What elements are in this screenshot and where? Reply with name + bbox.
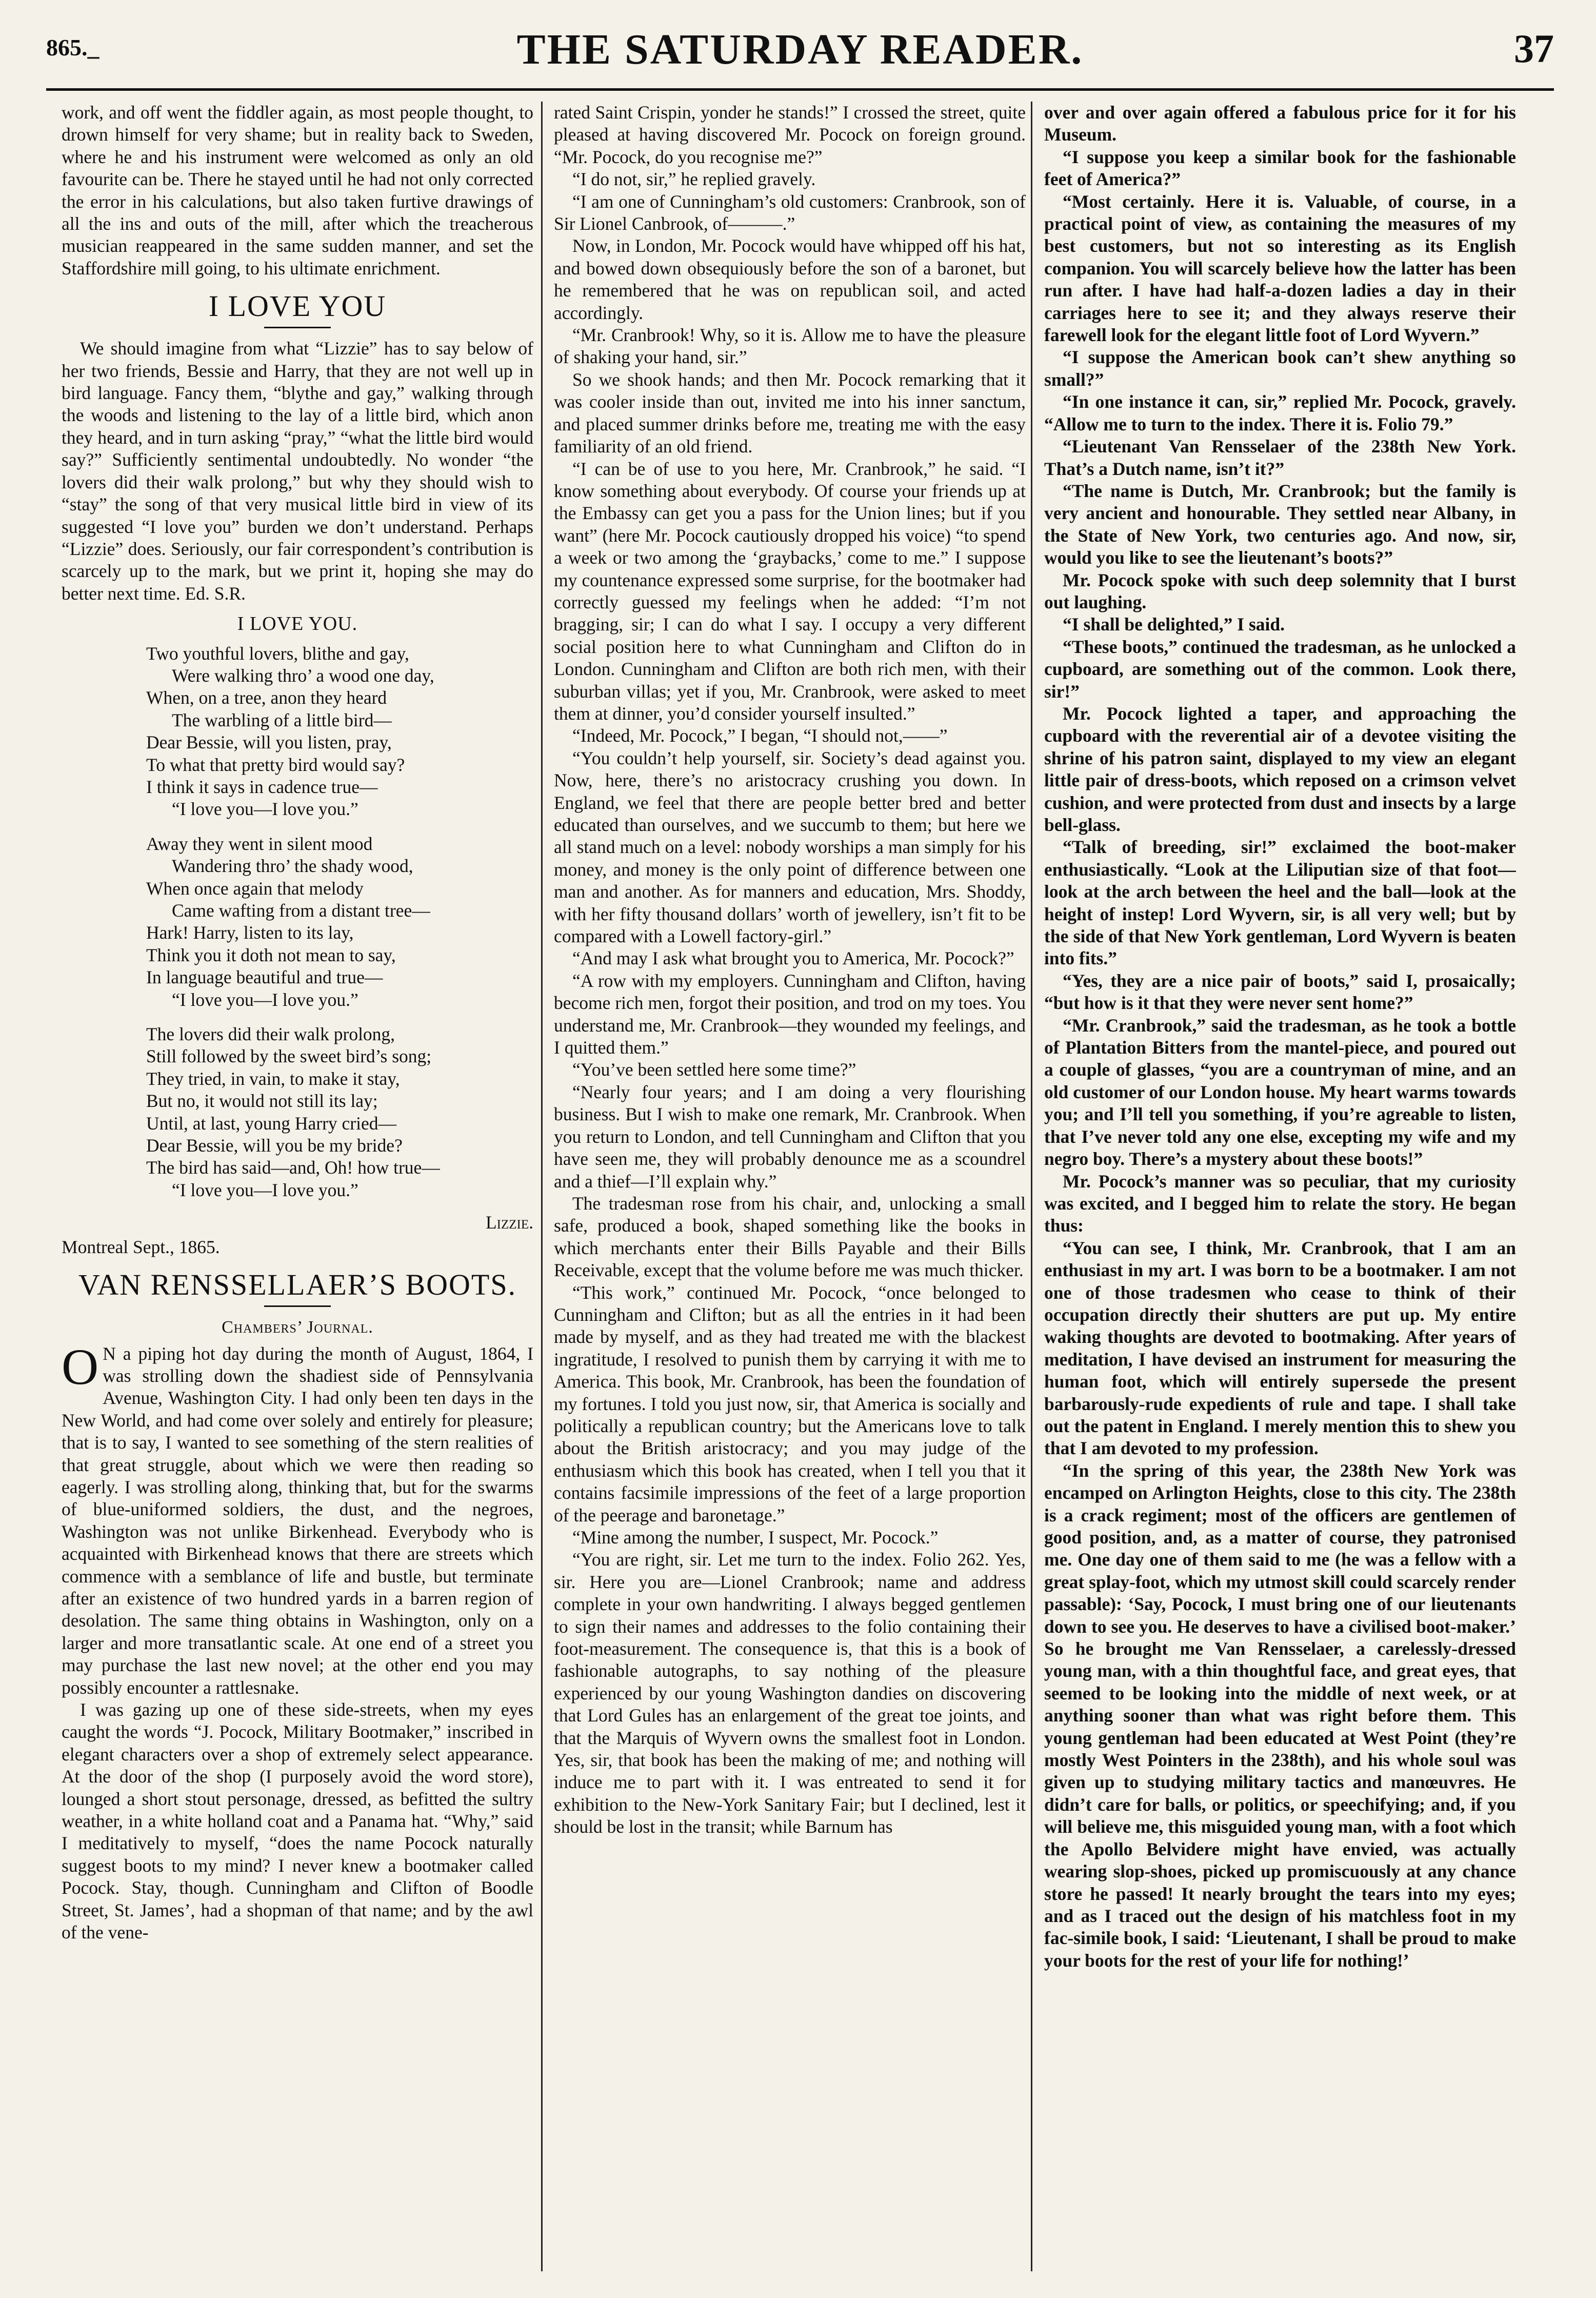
paragraph: “Mr. Cranbrook! Why, so it is. Allow me to have the pleasure of shaking your hand, sir.”: [554, 325, 1026, 368]
paragraph: “You can see, I think, Mr. Cranbrook, that I am an enthusiast in my art. I was born to be a bootmaker. I am not one of those tradesmen who cease to think of their occupation directly their shutters are put up. My entire waking thoughts are devoted to bootmaking. After years of meditation, I have devised an instrument for measuring the human foot, which will entirely supersede the present barbarously-rude expedients of rule and tape. I shall take out the patent in England. I merely mention this to shew you that I am devoted to my profession.: [1044, 1237, 1516, 1459]
paragraph-text: N a piping hot day during the month of August, 1864, I was strolling down the shadiest side of Pennsylvania Avenue, Washington City. I had only been ten days in the New World, and had come over solely and entirely for pleasure; that is to say, I wanted to see something of the stern realities of that great struggle, about which we were then reading so eagerly. I was strolling along, thinking that, but for the swarms of blue-uniformed soldiers, the dust, and the negroes, Washington was not unlike Birkenhead. Everybody who is acquainted with Birkenhead knows that there are streets which commence with a semblance of life and bustle, but terminate after an existence of two hundred yards in a barren region of desolation. The same thing obtains in Washington, only on a larger and more transatlantic scale. At one end of a street you may purchase the last new novel; at the other end you may possibly encounter a rattlesnake.: [62, 1343, 533, 1698]
poem-title: I LOVE YOU.: [237, 613, 358, 635]
masthead-rule: [46, 88, 1554, 91]
poem-line: “I love you—I love you.”: [172, 799, 358, 820]
paragraph: “I shall be delighted,” I said.: [1063, 614, 1285, 635]
paragraph: “In one instance it can, sir,” replied Mr. Pocock, gravely. “Allow me to turn to the index. There it is. Folio 79.”: [1044, 391, 1516, 434]
poem-line: I think it says in cadence true—: [146, 776, 378, 797]
paragraph: So we shook hands; and then Mr. Pocock remarking that it was cooler inside than out, invited me into his inner sanctum, and placed summer drinks before me, treating me with the easy familiarity of an old friend.: [554, 369, 1026, 457]
poem-line: Came wafting from a distant tree—: [172, 900, 430, 921]
paragraph: “Yes, they are a nice pair of boots,” said I, prosaically; “but how is it that they were never sent home?”: [1044, 970, 1516, 1014]
paragraph: Mr. Pocock’s manner was so peculiar, that my curiosity was excited, and I begged him to relate the story. He began thus:: [1044, 1171, 1516, 1236]
paragraph: “I do not, sir,” he replied gravely.: [572, 169, 816, 190]
editor-note: We should imagine from what “Lizzie” has to say below of her two friends, Bessie and Harry, that they are not well up in bird language. Fancy them, “blythe and gay,” walking through the woods and listening to the lay of a little bird, which anon they heard, and in turn asking “pray,” “what the little bird would say?” Sufficiently sentimental undoubtedly. No wonder “the lovers did their walk prolong,” but why they should wish to “stay” the song of that very musical little bird in view of its suggested “I love you” burden we don’t understand. Perhaps “Lizzie” does. Seriously, our fair correspondent’s contribution is scarcely up to the mark, but we print it, hoping she may do better next time. Ed. S.R.: [62, 338, 533, 604]
paragraph: “The name is Dutch, Mr. Cranbrook; but the family is very ancient and honourable. They settled near Albany, in the State of New York, two centuries ago. And now, sir, would you like to see the lieutenant’s boots?”: [1044, 480, 1516, 568]
paragraph: “You are right, sir. Let me turn to the index. Folio 262. Yes, sir. Here you are—Lionel Cranbrook; name and address complete in your own handwriting. I always begged gentlemen to sign their names and addresses to the folio containing their foot-measurement. The consequence is, that this is a book of fashionable autographs, to say nothing of the pleasure experienced by our young Washington dandies on discovering that Lord Gules has an enlargement of the great toe joints, and that the Marquis of Wyvern owns the smallest foot in London. Yes, sir, that book has been the making of me; and nothing will induce me to part with it. I was entreated to send it for exhibition to the New-York Sanitary Fair; but I declined, lest it should be lost in the transit; while Barnum has: [554, 1549, 1026, 1837]
paragraph: “Nearly four years; and I am doing a very flourishing business. But I wish to make one remark, Mr. Cranbrook. When you return to London, and tell Cunningham and Clifton that you have seen me, they will probably denounce me as a scoundrel and a thief—I’ll explain why.”: [554, 1081, 1026, 1192]
paragraph: “Most certainly. Here it is. Valuable, of course, in a practical point of view, as containing the measures of my best customers, but not so interesting as its English companion. You will scarcely believe how the latter has been run after. I have had half-a-dozen ladies a day in their carriages here to see it; and they always reserve their farewell look for the elegant little foot of Lord Wyvern.”: [1044, 191, 1516, 346]
poem-line: Think you it doth not mean to say,: [146, 944, 396, 965]
column-divider: [541, 102, 543, 2271]
paragraph: Mr. Pocock spoke with such deep solemnity that I burst out laughing.: [1044, 569, 1516, 612]
poem-line: Dear Bessie, will you be my bride?: [146, 1135, 403, 1156]
publication-title: THE SATURDAY READER.: [516, 26, 1084, 73]
poem-line: Two youthful lovers, blithe and gay,: [146, 643, 409, 664]
paragraph: “Lieutenant Van Rensselaer of the 238th New York. That’s a Dutch name, isn’t it?”: [1044, 436, 1516, 479]
masthead: [46, 21, 1554, 82]
poem-line: “I love you—I love you.”: [172, 989, 358, 1010]
heading-rule: [264, 327, 331, 328]
paragraph: “I am one of Cunningham’s old customers: Cranbrook, son of Sir Lionel Canbrook, of———.”: [554, 191, 1026, 234]
poem-line: The bird has said—and, Oh! how true—: [146, 1157, 440, 1178]
paragraph: “Mr. Cranbrook,” said the tradesman, as he took a bottle of Plantation Bitters from the mantel-piece, and poured out a couple of glasses, “you are a countryman of mine, and an old customer of our London house. My heart warms towards you; and I’ll tell you something, if you’re agreable to listen, that I’ve never told any one else, excepting my wife and my negro boy. There’s a mystery about these boots!”: [1044, 1015, 1516, 1170]
paragraph: I was gazing up one of these side-streets, when my eyes caught the words “J. Pocock, Military Bootmaker,” inscribed in elegant characters over a shop of extremely select appearance. At the door of the shop (I purposely avoid the word store), lounged a short stout personage, dressed, as befitted the sultry weather, in a white holland coat and a Panama hat. “Why,” said I meditatively to myself, “does the name Pocock naturally suggest boots to my mind? I never knew a bootmaker called Pocock. Stay, though. Cunningham and Clifton of Boodle Street, St. James’, had a shopman of that name; and by the awl of the vene-: [62, 1699, 533, 1943]
article-source: Chambers’ Journal.: [222, 1318, 373, 1337]
paragraph: “And may I ask what brought you to America, Mr. Pocock?”: [572, 948, 1014, 969]
paragraph: [62, 1338, 533, 1699]
paragraph: “In the spring of this year, the 238th New York was encamped on Arlington Heights, close to this city. The 238th is a crack regiment; most of the officers are gentlemen of good position, and, as a matter of course, they patronised me. One day one of them said to me (he was a fellow with a great splay-foot, which my utmost skill could scarcely render passable): ‘Say, Pocock, I must bring one of our lieutenants down to see you. He deserves to have a civilised boot-maker.’ So he brought me Van Rensselaer, a carelessly-dressed young man, with a thin thoughtful face, and great eyes, that seemed to be looking into the middle of next week, or at anything sooner than what was right before them. This young gentleman had been educated at West Point (they’re mostly West Pointers in the 238th), and his whole soul was given up to studying military tactics and manœuvres. He didn’t care for balls, or politics, or speechifying; and, if you will believe me, this misguided young man, with a foot which the Apollo Belvidere might have envied, was actually wearing slop-shoes, picked up promiscuously at any chance store he passed! It nearly brought the tears into my eyes; and as I traced out the design of his matchless foot in my fac-simile book, I said: ‘Lieutenant, I shall be proud to make your boots for the rest of your life for nothing!’: [1044, 1460, 1516, 1971]
paragraph: “You couldn’t help yourself, sir. Society’s dead against you. Now, here, there’s no aristocracy crushing you down. In England, we feel that there are people better bred and better educated than ourselves, and we succumb to them; but here we all stand much on a level: nobody worships a man simply for his money, and money is the only point of difference between one man and another. As for manners and education, Mrs. Shoddy, with her fifty thousand dollars’ worth of jewellery, isn’t fit to be compared with a Lowell factory-girl.”: [554, 747, 1026, 947]
poem-line: To what that pretty bird would say?: [146, 754, 405, 775]
column-3: [1044, 102, 1516, 2271]
poem-dateline: Montreal Sept., 1865.: [62, 1236, 220, 1257]
poem-line: Hark! Harry, listen to its lay,: [146, 922, 354, 943]
column-2: [554, 102, 1026, 2271]
paragraph: “Talk of breeding, sir!” exclaimed the boot-maker enthusiastically. “Look at the Liliputian size of that foot—look at the arch between the heel and the ball—look at the height of instep! Lord Wyvern, sir, is all very well; but by the side of that New York gentleman, Lord Wyvern is beaten into fits.”: [1044, 837, 1516, 969]
poem-line: When, on a tree, anon they heard: [146, 687, 387, 708]
paragraph: “Indeed, Mr. Pocock,” I began, “I should not,——”: [572, 725, 948, 746]
poem-line: Wandering thro’ the shady wood,: [172, 856, 413, 877]
paragraph: work, and off went the fiddler again, as most people thought, to drown himself for very shame; but in reality back to Sweden, where he and his instrument were welcomed as only an old favourite can be. There he stayed until he had not only corrected the error in his calculations, but also taken furtive drawings of all the ins and outs of the mill, after which the treacherous musician reappeared in the same sudden manner, and set the Staffordshire mill going, to his ultimate enrichment.: [62, 102, 533, 279]
poem-line: They tried, in vain, to make it stay,: [146, 1068, 400, 1089]
paragraph: “These boots,” continued the tradesman, as he unlocked a cupboard, are something out of the common. Look there, sir!”: [1044, 636, 1516, 702]
paragraph: “I can be of use to you here, Mr. Cranbrook,” he said. “I know something about everybody. Of course your friends up at the Embassy can get you a pass for the Union lines; but if you want” (here Mr. Pocock cautiously dropped his voice) “to spend a week or two among the ‘graybacks,’ come to me.” I suppose my countenance expressed some surprise, for the bootmaker had correctly guessed my feelings when he added: “I’m not bragging, sir; I can do what I say. I occupy a very different social position here to what Cunningham and Clifton do in London. Cunningham and Clifton are both rich men, with their suburban villas; yet if you, Mr. Cranbrook, were asked to meet them at dinner, you’d consider yourself insulted.”: [554, 458, 1026, 724]
page-date-left: 865._: [46, 34, 99, 61]
paragraph: “This work,” continued Mr. Pocock, “once belonged to Cunningham and Clifton; but as all the entries in it had been made by myself, and as they had treated me with the blackest ingratitude, I resolved to punish them by carrying it with me to America. This book, Mr. Cranbrook, has been the foundation of my fortunes. I told you just now, sir, that America is socially and politically a republican country; but the Americans love to talk about the British aristocracy; and you may judge of the enthusiasm which this book has created, when I tell you that it contains facsimile impressions of the feet of a large proportion of the peerage and baronetage.”: [554, 1282, 1026, 1526]
paragraph: “Mine among the number, I suspect, Mr. Pocock.”: [572, 1527, 939, 1548]
heading-rule: [264, 1305, 331, 1307]
poem-line: In language beautiful and true—: [146, 967, 383, 988]
drop-cap: O: [62, 1338, 99, 1395]
poem-line: Dear Bessie, will you listen, pray,: [146, 732, 392, 753]
poem-line: Until, at last, young Harry cried—: [146, 1113, 397, 1134]
poem-signature: Lizzie.: [485, 1212, 533, 1233]
paragraph: The tradesman rose from his chair, and, unlocking a small safe, produced a book, shaped something like the books in which merchants enter their Bills Payable and their Bills Receivable, except that the volume before me was much thicker.: [554, 1193, 1026, 1281]
paragraph: rated Saint Crispin, yonder he stands!” I crossed the street, quite pleased at having discovered Mr. Pocock on foreign ground. “Mr. Pocock, do you recognise me?”: [554, 102, 1026, 167]
paragraph: “You’ve been settled here some time?”: [572, 1059, 856, 1080]
poem-line: But no, it would not still its lay;: [146, 1091, 378, 1112]
poem-line: The lovers did their walk prolong,: [146, 1024, 395, 1045]
paragraph: “I suppose the American book can’t shew anything so small?”: [1044, 347, 1516, 390]
paragraph: Now, in London, Mr. Pocock would have whipped off his hat, and bowed down obsequiously before the son of a baronet, but he remembered that he was on republican soil, and acted accordingly.: [554, 235, 1026, 323]
poem-line: Were walking thro’ a wood one day,: [172, 665, 434, 686]
column-divider: [1031, 102, 1032, 2271]
paragraph: Mr. Pocock lighted a taper, and approaching the cupboard with the reverential air of a devotee visiting the shrine of his patron saint, displayed to my view an elegant little pair of dress-boots, which reposed on a crimson velvet cushion, and were protected from dust and insects by a large bell-glass.: [1044, 703, 1516, 835]
poem-stanza: [146, 643, 533, 821]
section-heading-i-love-you: I LOVE YOU: [208, 289, 387, 323]
column-1: [62, 102, 533, 2271]
section-heading-boots: VAN RENSSELLAER’S BOOTS.: [78, 1268, 517, 1302]
paragraph: “A row with my employers. Cunningham and Clifton, having become rich men, forgot their position, and trod on my toes. You understand me, Mr. Cranbrook—they wounded my feelings, and I quitted them.”: [554, 970, 1026, 1058]
poem-line: Away they went in silent mood: [146, 833, 373, 854]
poem-line: The warbling of a little bird—: [172, 709, 392, 730]
poem-stanza: [146, 833, 533, 1011]
paragraph: “I suppose you keep a similar book for the fashionable feet of America?”: [1044, 146, 1516, 190]
poem-stanza: [146, 1023, 533, 1201]
page-number: 37: [1514, 26, 1554, 71]
poem-line: “I love you—I love you.”: [172, 1179, 358, 1200]
poem-line: Still followed by the sweet bird’s song;: [146, 1046, 432, 1067]
paragraph: over and over again offered a fabulous price for it for his Museum.: [1044, 102, 1516, 145]
poem-line: When once again that melody: [146, 878, 364, 899]
